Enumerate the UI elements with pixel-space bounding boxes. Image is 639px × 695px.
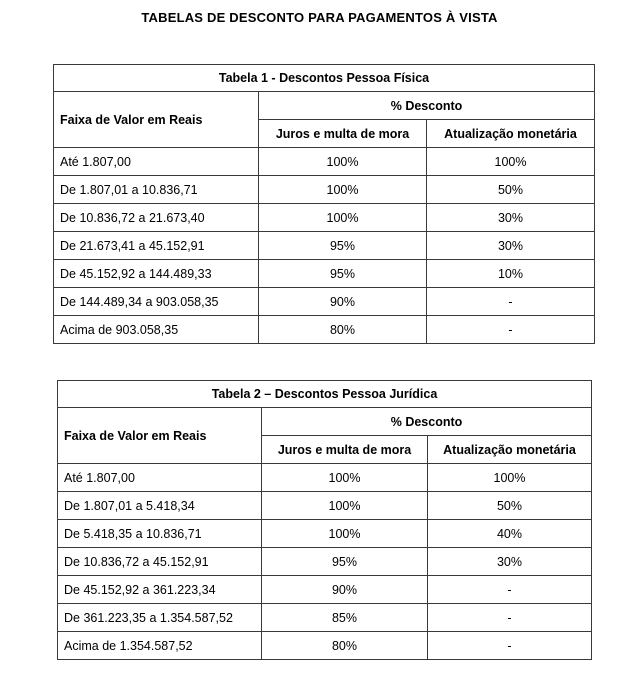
table-row [58,520,592,548]
cell-atualizacao: 100% [427,148,595,176]
cell-juros: 85% [262,604,428,632]
cell-faixa: De 45.152,92 a 144.489,33 [54,260,259,288]
table-row [54,288,595,316]
cell-atualizacao: 30% [428,548,592,576]
page-title: TABELAS DE DESCONTO PARA PAGAMENTOS À VISTA [141,10,498,25]
cell-atualizacao: - [428,604,592,632]
cell-juros: 100% [262,464,428,492]
table-row [54,148,595,176]
cell-atualizacao: 50% [427,176,595,204]
cell-juros: 95% [259,232,427,260]
cell-faixa: De 45.152,92 a 361.223,34 [58,576,262,604]
column-group-header-desconto: % Desconto [262,408,592,436]
column-group-header-desconto: % Desconto [259,92,595,120]
table-row [58,464,592,492]
column-header-faixa: Faixa de Valor em Reais [54,92,259,148]
cell-juros: 100% [259,148,427,176]
cell-atualizacao: - [428,576,592,604]
cell-faixa: Acima de 1.354.587,52 [58,632,262,660]
cell-juros: 100% [262,492,428,520]
cell-faixa: Até 1.807,00 [58,464,262,492]
table-row [54,232,595,260]
table-row [58,576,592,604]
cell-atualizacao: 30% [427,232,595,260]
cell-atualizacao: 40% [428,520,592,548]
cell-faixa: De 5.418,35 a 10.836,71 [58,520,262,548]
cell-juros: 80% [262,632,428,660]
cell-atualizacao: 100% [428,464,592,492]
cell-atualizacao: - [427,288,595,316]
cell-juros: 100% [262,520,428,548]
table-row [58,492,592,520]
column-header-atualizacao: Atualização monetária [428,436,592,464]
cell-faixa: De 10.836,72 a 45.152,91 [58,548,262,576]
cell-juros: 95% [262,548,428,576]
table-row [58,604,592,632]
cell-faixa: De 144.489,34 a 903.058,35 [54,288,259,316]
cell-faixa: De 1.807,01 a 5.418,34 [58,492,262,520]
column-header-juros: Juros e multa de mora [259,120,427,148]
column-header-atualizacao: Atualização monetária [427,120,595,148]
cell-atualizacao: 30% [427,204,595,232]
discount-table-pessoa-juridica [57,380,592,660]
table-row [54,316,595,344]
cell-juros: 95% [259,260,427,288]
table-row [58,632,592,660]
cell-faixa: Até 1.807,00 [54,148,259,176]
cell-atualizacao: 50% [428,492,592,520]
cell-faixa: De 21.673,41 a 45.152,91 [54,232,259,260]
cell-juros: 80% [259,316,427,344]
cell-atualizacao: - [428,632,592,660]
cell-atualizacao: 10% [427,260,595,288]
cell-faixa: De 361.223,35 a 1.354.587,52 [58,604,262,632]
table-row [58,548,592,576]
table-caption: Tabela 1 - Descontos Pessoa Física [54,65,595,92]
cell-faixa: Acima de 903.058,35 [54,316,259,344]
table-caption: Tabela 2 – Descontos Pessoa Jurídica [58,381,592,408]
discount-table-pessoa-fisica [53,64,595,344]
column-header-juros: Juros e multa de mora [262,436,428,464]
table-row [54,204,595,232]
table-row [54,176,595,204]
cell-atualizacao: - [427,316,595,344]
table-row [54,260,595,288]
cell-faixa: De 10.836,72 a 21.673,40 [54,204,259,232]
cell-juros: 100% [259,176,427,204]
column-header-faixa: Faixa de Valor em Reais [58,408,262,464]
cell-juros: 90% [262,576,428,604]
cell-faixa: De 1.807,01 a 10.836,71 [54,176,259,204]
cell-juros: 90% [259,288,427,316]
cell-juros: 100% [259,204,427,232]
